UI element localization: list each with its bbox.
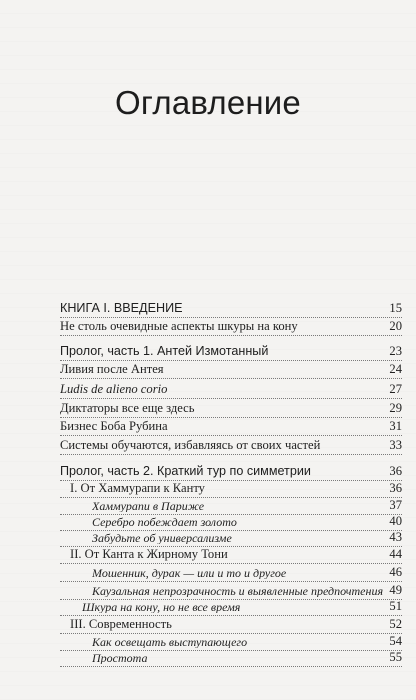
toc-entry-page: 44 bbox=[389, 547, 402, 561]
toc-entry-label: Ludis de alieno corio bbox=[60, 383, 168, 396]
toc-entry bbox=[60, 439, 402, 455]
toc-entry-page: 49 bbox=[389, 583, 402, 597]
toc-entry-page: 20 bbox=[389, 319, 402, 333]
toc-entry-page: 43 bbox=[389, 530, 402, 544]
toc-entry-label: Забудьте об универсализме bbox=[92, 531, 232, 544]
toc-entry-page: 36 bbox=[389, 481, 402, 495]
toc-entry-prologue-2 bbox=[60, 465, 402, 481]
toc-entry-label: Не столь очевидные аспекты шкуры на кону bbox=[60, 320, 298, 333]
toc-entry-page: 46 bbox=[389, 565, 402, 579]
toc-entry-label: Серебро побеждает золото bbox=[92, 515, 237, 528]
page-title: Оглавление bbox=[115, 84, 301, 121]
toc-entry-label: Пролог, часть 2. Краткий тур по симметрии bbox=[60, 465, 311, 478]
toc-entry-page: 27 bbox=[389, 382, 402, 396]
toc-entry-page: 31 bbox=[389, 419, 402, 433]
toc-entry-label: Мошенник, дурак — или и то и другое bbox=[92, 566, 287, 579]
toc-entry-label: Бизнес Боба Рубина bbox=[60, 420, 168, 433]
toc-entry bbox=[60, 320, 402, 336]
toc-entry-label: Ливия после Антея bbox=[60, 363, 164, 376]
toc-entry-page: 29 bbox=[389, 401, 402, 415]
toc-entry-page: 36 bbox=[389, 464, 402, 478]
toc-entry-page: 52 bbox=[389, 617, 402, 631]
toc-entry-label: III. Современность bbox=[70, 618, 172, 631]
toc-entry bbox=[60, 383, 402, 399]
toc-entry-page: 40 bbox=[389, 514, 402, 528]
toc-entry bbox=[60, 402, 402, 418]
toc-entry-page: 51 bbox=[389, 599, 402, 613]
toc-entry-label: Простота bbox=[92, 651, 148, 664]
toc-entry bbox=[60, 482, 402, 498]
toc-entry-label: Пролог, часть 1. Антей Измотанный bbox=[60, 345, 269, 358]
toc-entry-label: Шкура на кону, но не все время bbox=[82, 600, 241, 613]
toc-entry-label: Хаммурапи в Париже bbox=[92, 499, 205, 512]
toc-entry bbox=[60, 635, 402, 651]
toc-entry-book-1 bbox=[60, 302, 402, 318]
toc-entry bbox=[60, 548, 402, 564]
toc-entry bbox=[60, 363, 402, 379]
toc-entry-label: КНИГА I. ВВЕДЕНИЕ bbox=[60, 302, 183, 315]
toc-entry bbox=[60, 618, 402, 634]
toc-entry bbox=[60, 420, 402, 436]
toc-entry-prologue-1 bbox=[60, 345, 402, 361]
toc-entry-label: I. От Хаммурапи к Канту bbox=[70, 482, 205, 495]
toc-entry-label: II. От Канта к Жирному Тони bbox=[70, 548, 228, 561]
toc-entry bbox=[60, 566, 402, 582]
toc-entry-label: Каузальная непрозрачность и выявленные предпочтения bbox=[92, 584, 384, 597]
toc-entry-page: 33 bbox=[389, 438, 402, 452]
toc-entry-page: 54 bbox=[389, 634, 402, 648]
toc-entry bbox=[60, 584, 402, 600]
toc-entry-page: 55 bbox=[389, 650, 402, 664]
toc-entry-page: 24 bbox=[389, 362, 402, 376]
toc-entry-page: 15 bbox=[389, 301, 402, 315]
toc-entry bbox=[60, 651, 402, 667]
toc-entry-page: 37 bbox=[389, 498, 402, 512]
toc-entry-label: Как освещать выступающего bbox=[92, 635, 248, 648]
toc-entry-page: 23 bbox=[389, 344, 402, 358]
toc-entry bbox=[60, 531, 402, 547]
toc-entry bbox=[60, 600, 402, 616]
toc-entry-label: Системы обучаются, избавляясь от своих частей bbox=[60, 439, 321, 452]
toc-entry-label: Диктаторы все еще здесь bbox=[60, 402, 195, 415]
toc-entry bbox=[60, 499, 402, 515]
toc-entry bbox=[60, 515, 402, 531]
